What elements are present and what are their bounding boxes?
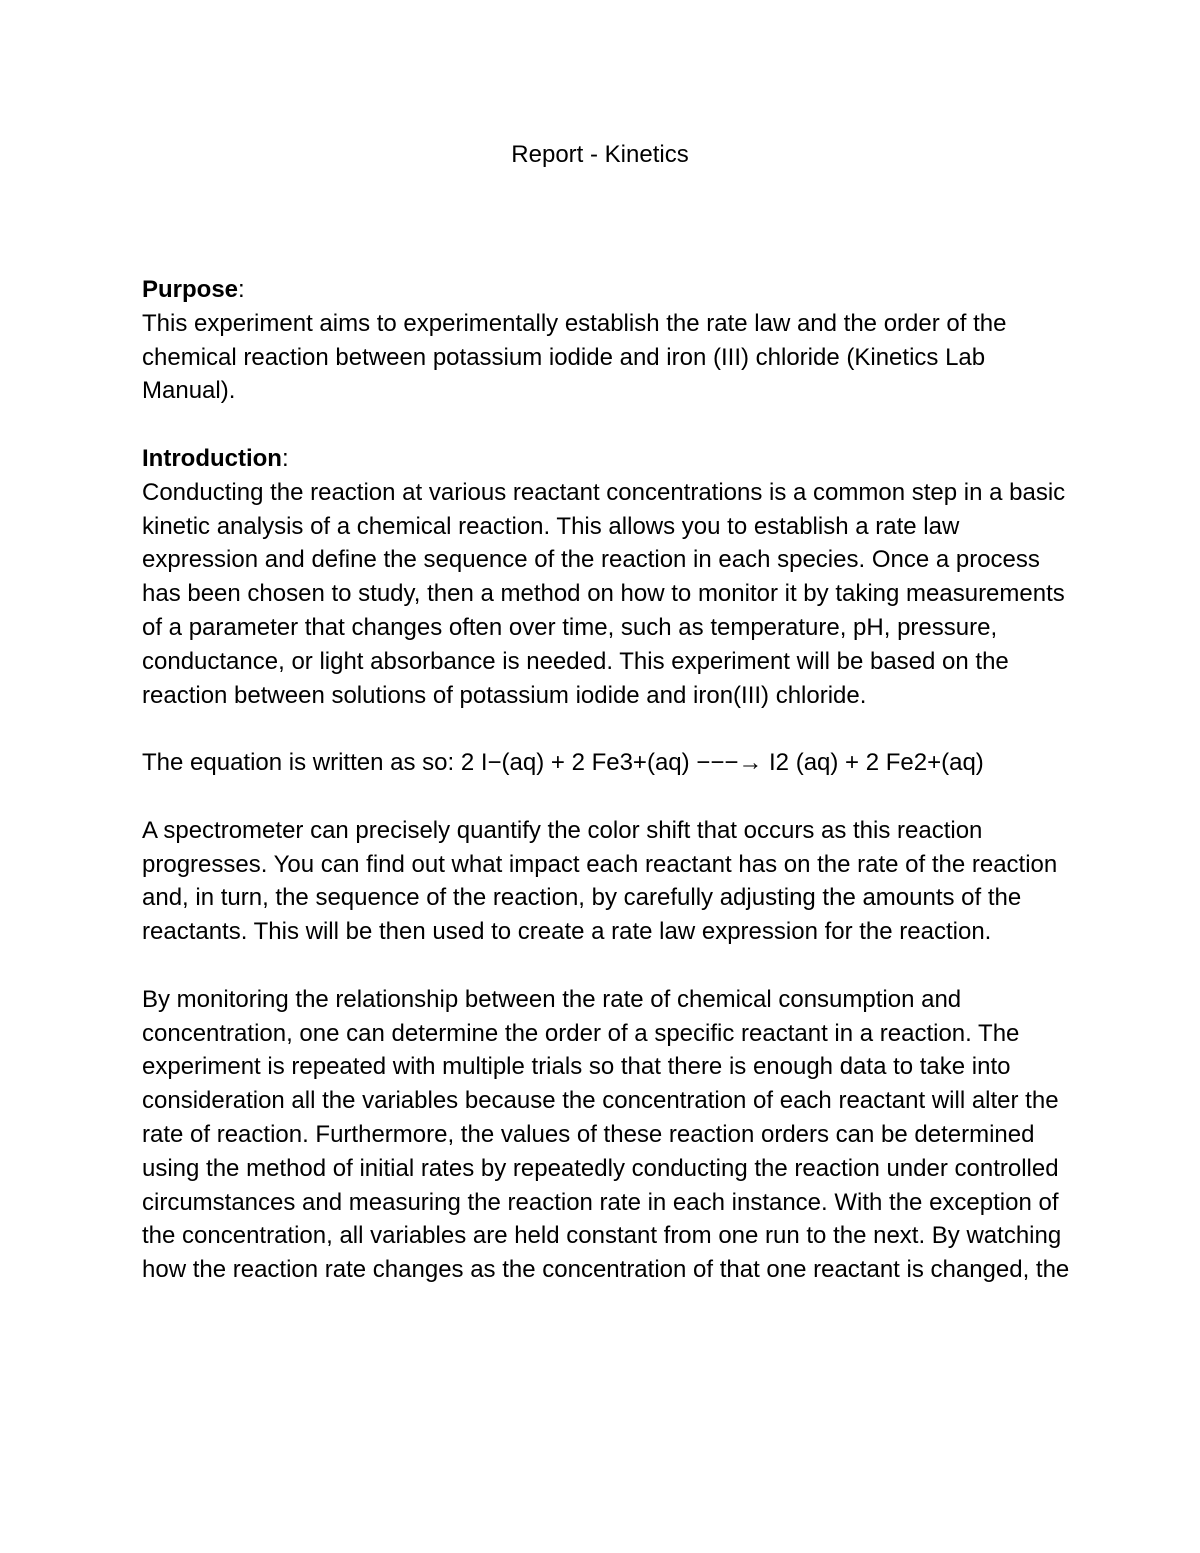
introduction-heading-colon: : [281,444,289,472]
purpose-text: This experiment aims to experimentally establish the rate law and the order of the chemical reaction between potassium iodide and iron (III) chloride (Kinetics Lab Manual). [142,309,1007,405]
spacer [142,780,1072,814]
introduction-paragraph-2: A spectrometer can precisely quantify the color shift that occurs as this reaction progresses. You can find out what impact each reactant has on the rate of the reaction and, in turn, the sequence of the reaction, by carefully adjusting the amounts of the reactants. This will be then used to create a rate law expression for the reaction. [142,816,1058,946]
purpose-heading-colon: : [238,276,245,303]
purpose-heading-label: Purpose [142,276,239,303]
spacer [142,949,1072,983]
reaction-equation: The equation is written as so: 2 I−(aq) + 2 Fe3+(aq) −−−→ I2 (aq) + 2 Fe2+(aq) [142,749,984,777]
document-body [142,273,1072,1287]
purpose-heading [142,273,1072,307]
spacer [142,712,1072,746]
introduction-heading [142,442,1072,476]
document-title: Report - Kinetics [511,141,689,168]
introduction-paragraph-1: Conducting the reaction at various reactant concentrations is a common step in a basic kinetic analysis of a chemical reaction. This allows you to establish a rate law expression and define the sequence of the reaction in each species. Once a process has been chosen to study, then a method on how to monitor it by taking measurements of a parameter that changes often over time, such as temperature, pH, pressure, conductance, or light absorbance is needed. This experiment will be based on the reaction between solutions of potassium iodide and iron(III) chloride. [142,478,1066,709]
introduction-paragraph-3: By monitoring the relationship between the rate of chemical consumption and concentration, one can determine the order of a specific reactant in a reaction. The experiment is repeated with multiple trials so that there is enough data to take into consideration all the variables because the concentration of each reactant will alter the rate of reaction. Furthermore, the values of these reaction orders can be determined using the method of initial rates by repeatedly conducting the reaction under controlled circumstances and measuring the reaction rate in each instance. With the exception of the concentration, all variables are held constant from one run to the next. By watching how the reaction rate changes as the concentration of that one reactant is changed, the [142,985,1070,1284]
spacer [142,408,1072,442]
introduction-heading-label: Introduction [142,444,282,472]
